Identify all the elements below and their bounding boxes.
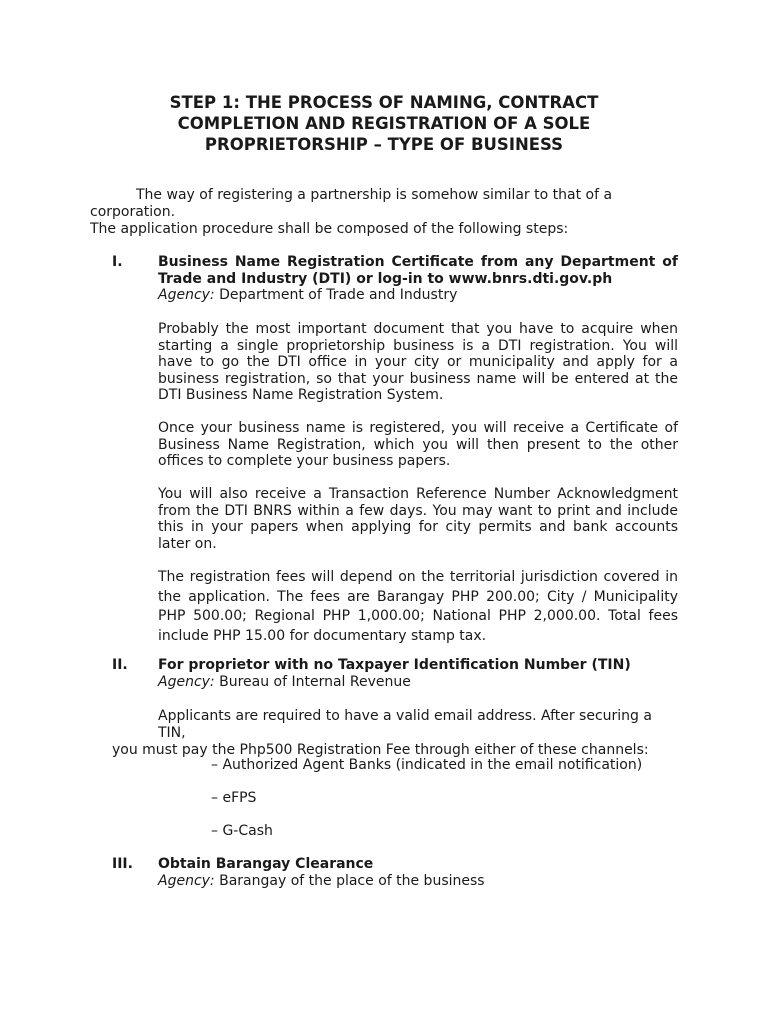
step-2-heading: For proprietor with no Taxpayer Identification Number (TIN) <box>158 657 631 673</box>
step-2 <box>112 657 678 690</box>
step-1 <box>112 254 678 304</box>
intro-line-1: The way of registering a partnership is somehow similar to that of a <box>136 187 613 203</box>
title-line-3: PROPRIETORSHIP – TYPE OF BUSINESS <box>204 135 564 154</box>
step-3 <box>112 856 678 889</box>
step-1-paragraph-4: The registration fees will depend on the territorial jurisdiction covered in the application. The fees are Barangay PHP 200.00; City / Municipality PHP 500.00; Regional PHP 1,000.00; National PHP 2,000.00. Total fees include PHP 15.00 for documentary stamp tax. <box>158 569 678 644</box>
step-1-heading: Business Name Registration Certificate from any Department of Trade and Industry (DTI) or log-in to www.bnrs.dti.gov.ph <box>158 254 678 287</box>
step-2-paragraph <box>112 708 682 759</box>
step-1-numeral: I. <box>112 254 123 270</box>
step-1-paragraph-3: You will also receive a Transaction Reference Number Acknowledgment from the DTI BNRS within a few days. You may want to print and include this in your papers when applying for city permits and bank accounts later on. <box>158 486 678 552</box>
step-3-numeral: III. <box>112 856 133 872</box>
step-1-paragraph-2: Once your business name is registered, you will receive a Certificate of Business Name Registration, which you will then present to the other offices to complete your business papers. <box>158 420 678 469</box>
step-2-agency <box>158 674 678 691</box>
step-1-paragraph-1: Probably the most important document that you have to acquire when starting a single proprietorship business is a DTI registration. You will have to go the DTI office in your city or municipality and apply for a business registration, so that your business name will be entered at the DTI Business Name Registration System. <box>158 321 678 403</box>
agency-label: Agency: <box>158 872 215 889</box>
step-3-heading: Obtain Barangay Clearance <box>158 856 374 872</box>
channel-item: – G-Cash <box>211 823 273 839</box>
title-line-1: STEP 1: THE PROCESS OF NAMING, CONTRACT <box>169 93 599 112</box>
step-3-agency <box>158 873 678 890</box>
channel-item: – Authorized Agent Banks (indicated in the email notification) <box>211 757 643 773</box>
intro-paragraph <box>90 187 690 238</box>
agency-name: Department of Trade and Industry <box>219 287 458 303</box>
agency-name: Bureau of Internal Revenue <box>219 673 411 690</box>
title-line-2: COMPLETION AND REGISTRATION OF A SOLE <box>177 114 591 133</box>
step-2-numeral: II. <box>112 657 128 673</box>
agency-name: Barangay of the place of the business <box>219 872 485 889</box>
channel-item: – eFPS <box>211 790 257 806</box>
intro-line-3: The application procedure shall be composed of the following steps: <box>90 221 569 237</box>
step-2-paragraph-line-1: Applicants are required to have a valid email address. After securing a TIN, <box>158 708 652 741</box>
step-1-agency <box>158 287 678 304</box>
page-title <box>0 92 768 155</box>
intro-line-2: corporation. <box>90 204 176 220</box>
agency-label: Agency: <box>158 673 215 690</box>
step-2-paragraph-line-2: you must pay the Php500 Registration Fee through either of these channels: <box>112 742 649 758</box>
agency-label: Agency: <box>158 287 215 303</box>
